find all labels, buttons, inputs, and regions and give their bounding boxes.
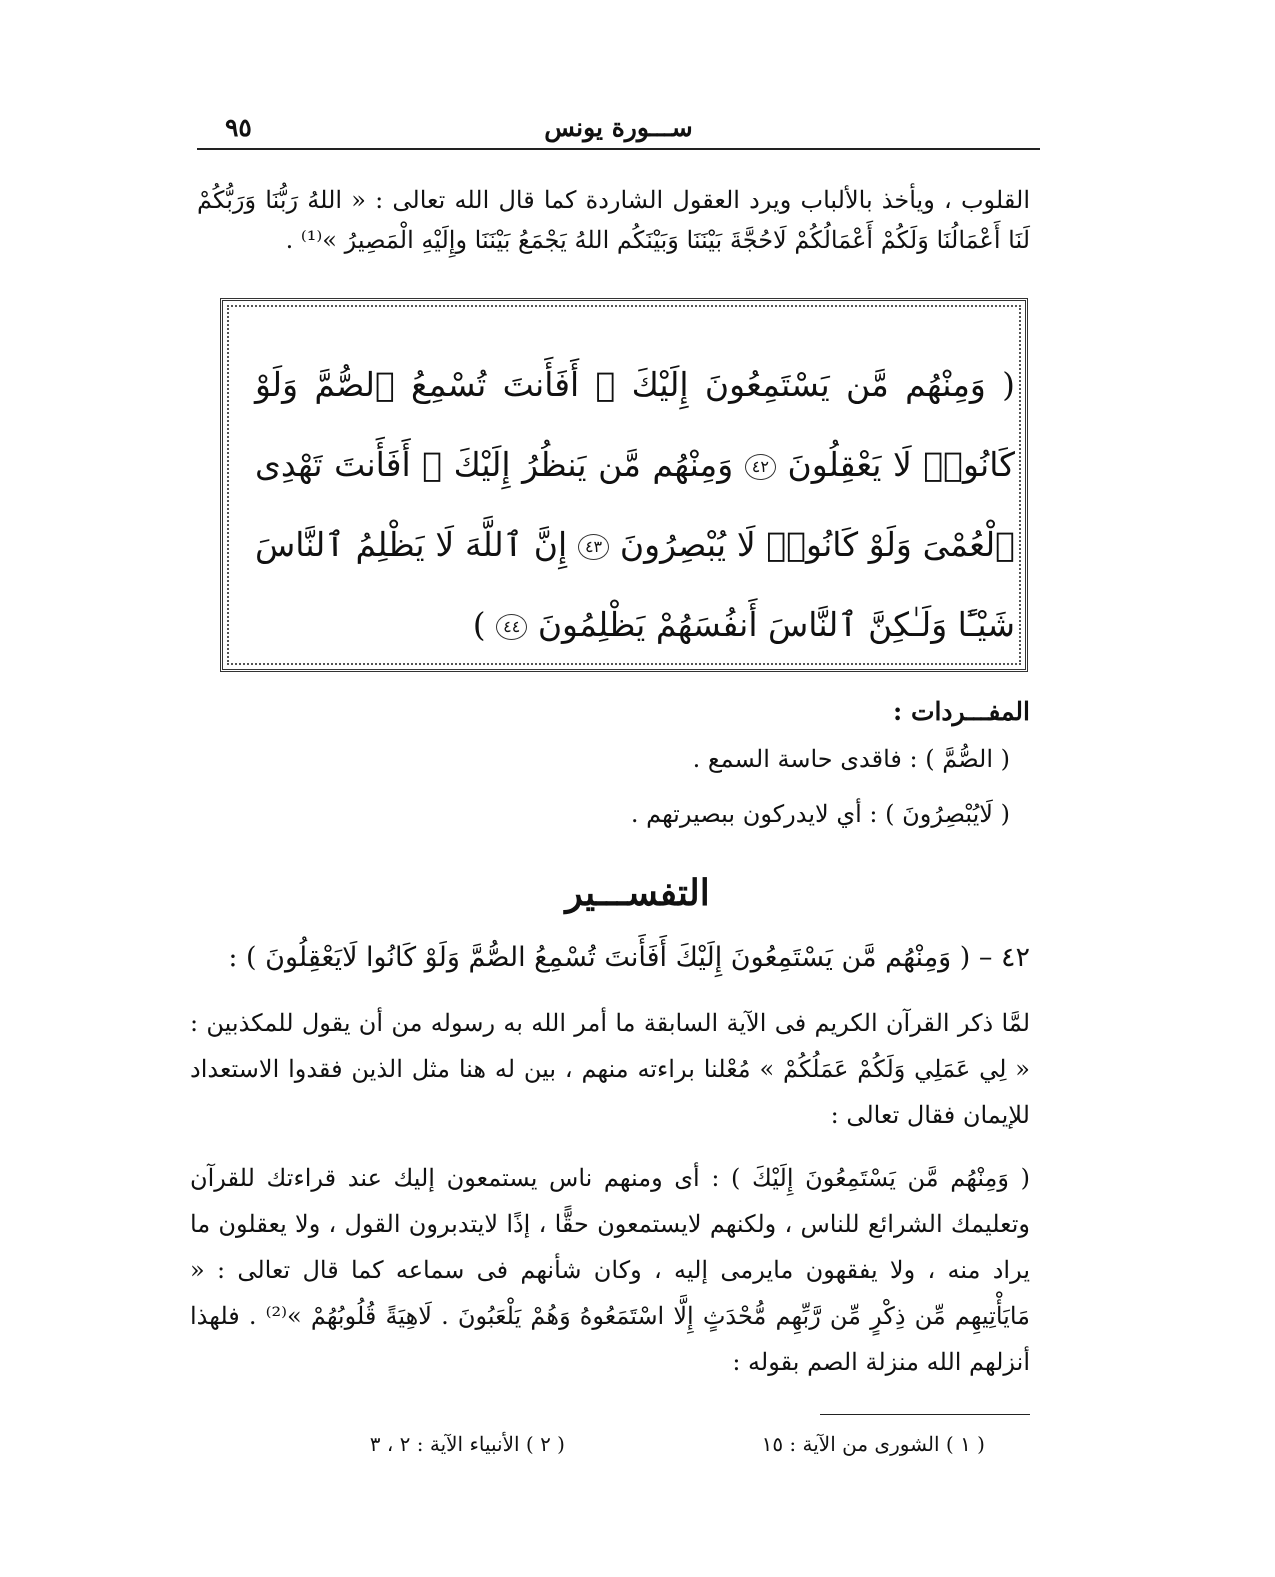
ayah-number-43: ٤٣ bbox=[578, 534, 609, 560]
surah-title: ســـورة يونس bbox=[544, 113, 693, 142]
verse-reference: ٤٢ – ( وَمِنْهُم مَّن يَسْتَمِعُونَ إِلَيْكَ أَفَأَنتَ تُسْمِعُ الصُّمَّ وَلَوْ كَانُوا لَايَعْقِلُونَ ) : bbox=[228, 942, 1030, 973]
ayah-number-44: ٤٤ bbox=[496, 614, 527, 640]
quran-verses bbox=[255, 345, 1015, 665]
header-divider bbox=[197, 148, 1040, 150]
page-number: ٩٥ bbox=[225, 113, 252, 142]
verse-segment-1: ( وَمِنْهُم مَّن يَسْتَمِعُونَ إِلَيْكَ ۚ أَفَأَنتَ تُسْمِعُ ٱلصُّمَّ وَلَوْ كَانُوا۟ لَا يَعْقِلُونَ bbox=[255, 365, 1015, 484]
page-header bbox=[197, 105, 1040, 145]
intro-paragraph: القلوب ، ويأخذ بالألباب ويرد العقول الشاردة كما قال الله تعالى : « اللهُ رَبُّنَا وَرَبُّكُمْ لَنَا أَعْمَالُنَا وَلَكُمْ أَعْمَالُكُمْ لَاحُجَّةَ بَيْنَنَا وَبَيْنَكُم اللهُ يَجْمَعُ بَيْنَنَا وإِلَيْهِ الْمَصِيرُ »⁽¹⁾ . bbox=[197, 186, 1030, 254]
tafsir-paragraph: ( وَمِنْهُم مَّن يَسْتَمِعُونَ إِلَيْكَ ) : أى ومنهم ناس يستمعون إليك عند قراءتك للقرآن وتعليمك الشرائع للناس ، ولكنهم لايستمعون حقًّا ، إذًا لايتدبرون القول ، ولا يعقلون ما يراد منه ، ولا يفقهون مايرمى إليه ، وكان شأنهم فى سماعه كما قال تعالى : « مَايَأْتِيهِم مِّن ذِكْرٍ مِّن رَّبِّهِم مُّحْدَثٍ إِلَّا اسْتَمَعُوهُ وَهُمْ يَلْعَبُونَ . لَاهِيَةً قُلُوبُهُمْ »⁽²⁾ . فلهذا أنزلهم الله منزلة الصم بقوله : bbox=[190, 1164, 1031, 1376]
tafsir-paragraph: لمَّا ذكر القرآن الكريم فى الآية السابقة ما أمر الله به رسوله من أن يقول للمكذبين : « لِي عَمَلِي وَلَكُمْ عَمَلُكُمْ » مُعْلنا براءته منهم ، بين له هنا مثل الذين فقدوا الاستعداد للإيمان فقال تعالى : bbox=[190, 1009, 1030, 1129]
verse-close-paren: ) bbox=[472, 605, 486, 644]
verse-segment-2: وَمِنْهُم مَّن يَنظُرُ إِلَيْكَ ۚ أَفَأَنتَ تَهْدِى ٱلْعُمْىَ وَلَوْ كَانُوا۟ لَا يُبْصِرُونَ bbox=[255, 445, 1015, 564]
footnote-1: ( ١ ) الشورى من الآية : ١٥ bbox=[761, 1432, 985, 1456]
footnote-divider bbox=[820, 1414, 1030, 1415]
vocabulary-heading: المفـــردات : bbox=[893, 697, 1030, 726]
vocabulary-item: ( لَايُبْصِرُونَ ) : أي لايدركون ببصيرتهم . bbox=[630, 800, 1010, 828]
verse-segment-3: إِنَّ ٱللَّهَ لَا يَظْلِمُ ٱلنَّاسَ شَيْـًٔا وَلَـٰكِنَّ ٱلنَّاسَ أَنفُسَهُمْ يَظْلِمُونَ bbox=[255, 525, 1015, 644]
tafsir-heading: التفســـير bbox=[565, 872, 710, 914]
footnote-2: ( ٢ ) الأنبياء الآية : ٢ ، ٣ bbox=[369, 1432, 565, 1456]
vocabulary-item: ( الصُّمَّ ) : فاقدى حاسة السمع . bbox=[692, 745, 1010, 773]
ayah-number-42: ٤٢ bbox=[745, 454, 776, 480]
